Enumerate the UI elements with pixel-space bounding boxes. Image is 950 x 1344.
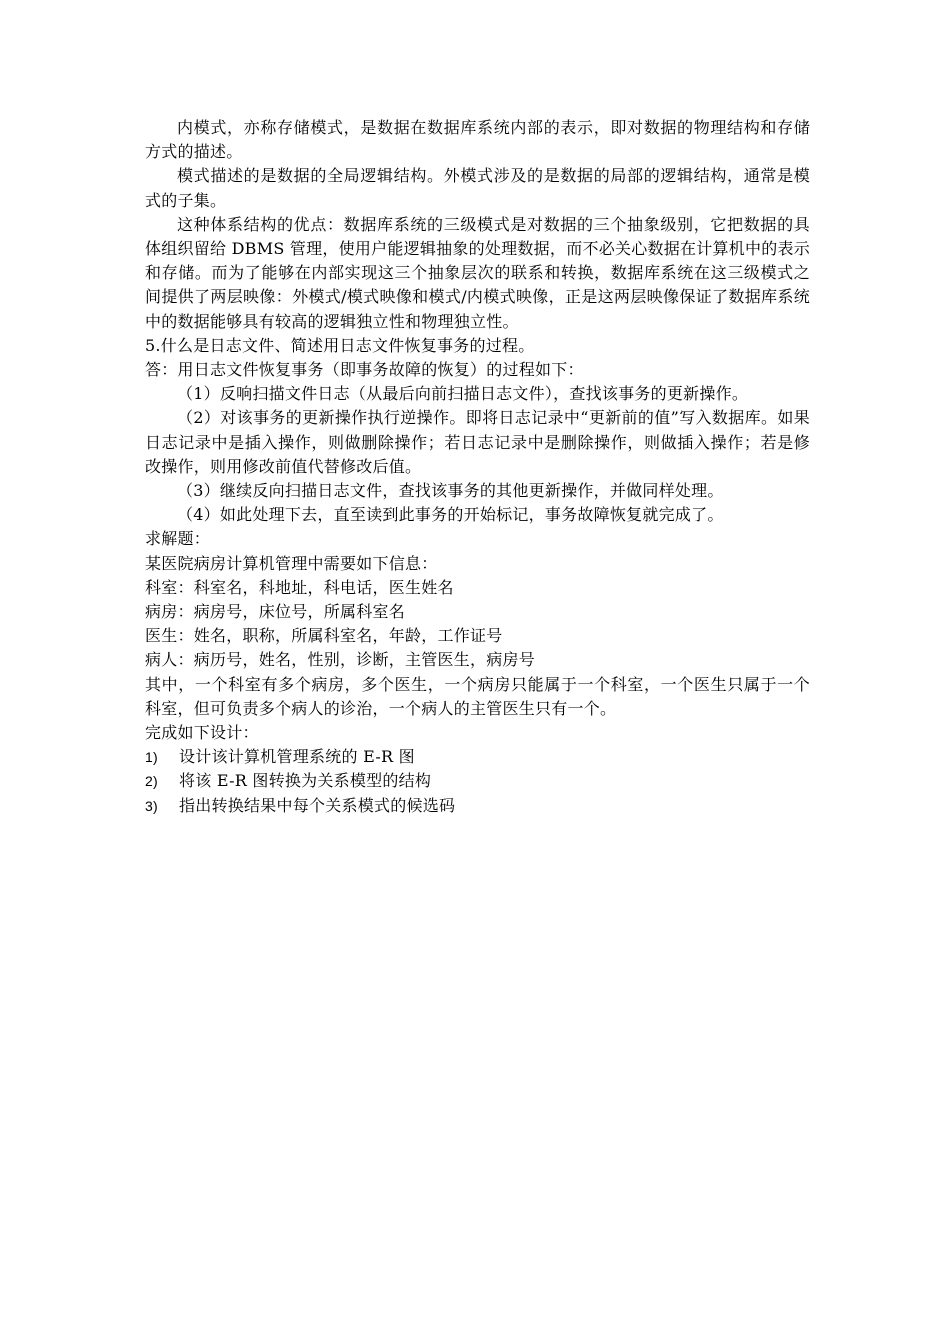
entity-line: 医生：姓名，职称，所属科室名，年龄，工作证号 [145, 626, 503, 646]
list-number: 2) [145, 773, 158, 790]
task-heading: 完成如下设计： [145, 723, 259, 743]
step-paragraph: （3）继续反向扫描日志文件，查找该事务的其他更新操作，并做同样处理。 [177, 481, 724, 501]
paragraph: 内模式，亦称存储模式，是数据在数据库系统内部的表示，即对数据的物理结构和存储方式的描述。 [145, 118, 810, 162]
problem-heading: 求解题： [145, 529, 211, 549]
list-number: 3) [145, 797, 158, 814]
paragraph: 这种体系结构的优点：数据库系统的三级模式是对数据的三个抽象级别，它把数据的具体组织留给 DBMS 管理，使用户能逻辑抽象的处理数据，而不必关心数据在计算机中的表示和存储。而为了能够在内部实现这三个抽象层次的联系和转换，数据库系统在这三级模式之间提供了两层映像：外模式/模式映像和模式/内模式映像，正是这两层映像保证了数据库系统中的数据能够具有较高的逻辑独立性和物理独立性。 [145, 214, 810, 331]
list-item [145, 769, 810, 793]
list-item [145, 794, 810, 818]
document-body [145, 116, 810, 818]
question-heading: 5.什么是日志文件、简述用日志文件恢复事务的过程。 [145, 335, 535, 355]
entity-line: 病人：病历号，姓名，性别，诊断，主管医生，病房号 [145, 650, 536, 670]
list-text: 指出转换结果中每个关系模式的候选码 [179, 795, 456, 815]
problem-intro: 某医院病房计算机管理中需要如下信息： [145, 553, 438, 573]
answer-intro: 答：用日志文件恢复事务（即事务故障的恢复）的过程如下： [145, 360, 584, 380]
list-item [145, 745, 810, 769]
step-paragraph: （4）如此处理下去，直至读到此事务的开始标记，事务故障恢复就完成了。 [177, 505, 724, 525]
list-text: 将该 E-R 图转换为关系模型的结构 [179, 771, 432, 791]
list-number: 1) [145, 749, 158, 766]
task-list [145, 745, 810, 818]
step-paragraph: （2）对该事务的更新操作执行逆操作。即将日志记录中“更新前的值”写入数据库。如果日志记录中是插入操作，则做删除操作；若日志记录中是删除操作，则做插入操作；若是修改操作，则用修改前值代替修改后值。 [145, 408, 810, 476]
entity-line: 科室：科室名，科地址，科电话，医生姓名 [145, 577, 454, 597]
constraint-paragraph: 其中，一个科室有多个病房，多个医生，一个病房只能属于一个科室，一个医生只属于一个科室，但可负责多个病人的诊治，一个病人的主管医生只有一个。 [145, 674, 810, 718]
paragraph: 模式描述的是数据的全局逻辑结构。外模式涉及的是数据的局部的逻辑结构，通常是模式的子集。 [145, 166, 810, 210]
step-paragraph: （1）反响扫描文件日志（从最后向前扫描日志文件），查找该事务的更新操作。 [177, 384, 749, 404]
list-text: 设计该计算机管理系统的 E-R 图 [179, 747, 415, 767]
entity-line: 病房：病房号，床位号，所属科室名 [145, 602, 406, 622]
